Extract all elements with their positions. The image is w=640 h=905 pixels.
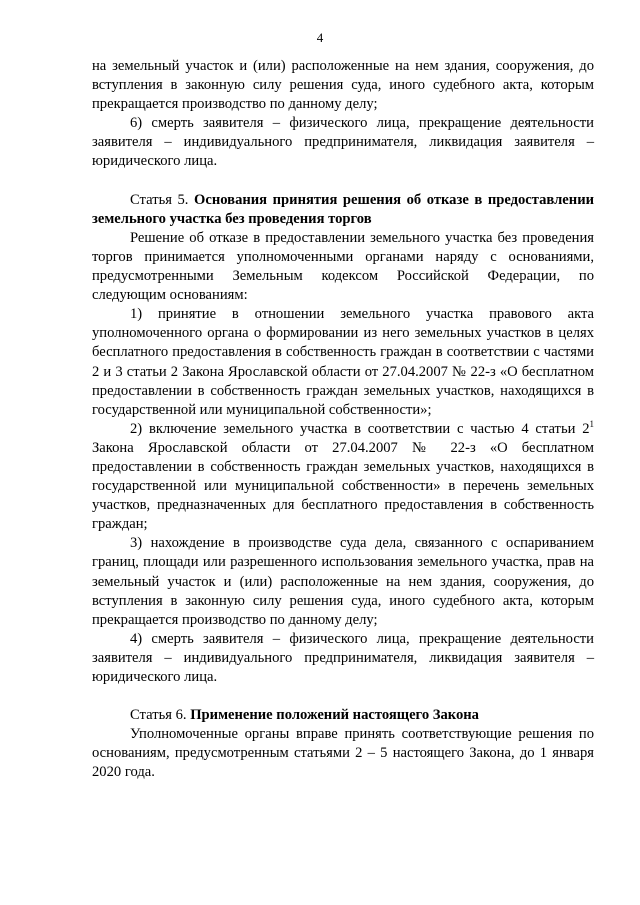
article-5-item-1: 1) принятие в отношении земельного участка правового акта уполномоченного органа о формировании из него земельных участков в целях бесплатного предоставления в собственность граждан в соответствии с частями 2 и 3 статьи 2 Закона Ярославской области от 27.04.2007 № 22-з «О бесплатном предоставлении в собственность граждан земельных участков, находящихся в государственной или муниципальной собственности»; — [92, 306, 594, 418]
article-5-item-2 — [92, 420, 594, 535]
superscript: 1 — [589, 418, 594, 429]
article-5-intro: Решение об отказе в предоставлении земельного участка без проведения торгов принимается уполномоченными органами наряду с основаниями, предусмотренными Земельным кодексом Российской Федерации, по следующим основаниям: — [92, 229, 594, 304]
article-6-title: Применение положений настоящего Закона — [190, 707, 479, 724]
article-5-item-3: 3) нахождение в производстве суда дела, связанного с оспариванием границ, площади или разрешенного использования земельного участка, прав на земельный участок и (или) расположенные на нем здания, сооружения, до вступления в законную силу решения суда, иного судебного акта, которым прекращается производство по данному делу; — [92, 535, 594, 628]
article-5-item-2-part-b: Закона Ярославской области от 27.04.2007 № 22-з «О бесплатном предоставлении в собственность граждан земельных участков, находящихся в государственной или муниципальной собственности» в перечень земельных участков, предназначенных для бесплатного предоставления в собственность граждан; — [92, 439, 594, 533]
document-body — [92, 57, 594, 783]
paragraph-gap — [92, 172, 594, 191]
article-5-prefix: Статья 5. — [130, 191, 195, 208]
page-number: 4 — [316, 30, 324, 45]
article-5-item-4: 4) смерть заявителя – физического лица, прекращение деятельности заявителя – индивидуального предпринимателя, ликвидация заявителя – юридического лица. — [92, 630, 594, 685]
paragraph-continuation: на земельный участок и (или) расположенные на нем здания, сооружения, до вступления в законную силу решения суда, иного судебного акта, которым прекращается производство по данному делу; — [92, 58, 594, 113]
paragraph-gap — [92, 687, 594, 706]
article-5-title: Основания принятия решения об отказе в предоставлении земельного участка без проведения торгов — [92, 191, 595, 227]
article-5-heading — [92, 191, 594, 229]
article-6-text: Уполномоченные органы вправе принять соответствующие решения по основаниям, предусмотренным статьями 2 – 5 настоящего Закона, до 1 января 2020 года. — [92, 726, 594, 781]
article-6-prefix: Статья 6. — [130, 707, 191, 724]
article-6-heading — [92, 706, 594, 725]
paragraph-item-6: 6) смерть заявителя – физического лица, прекращение деятельности заявителя – индивидуального предпринимателя, ликвидация заявителя – юридического лица. — [92, 115, 594, 170]
article-5-item-2-part-a: 2) включение земельного участка в соответствии с частью 4 статьи 2 — [130, 420, 590, 437]
